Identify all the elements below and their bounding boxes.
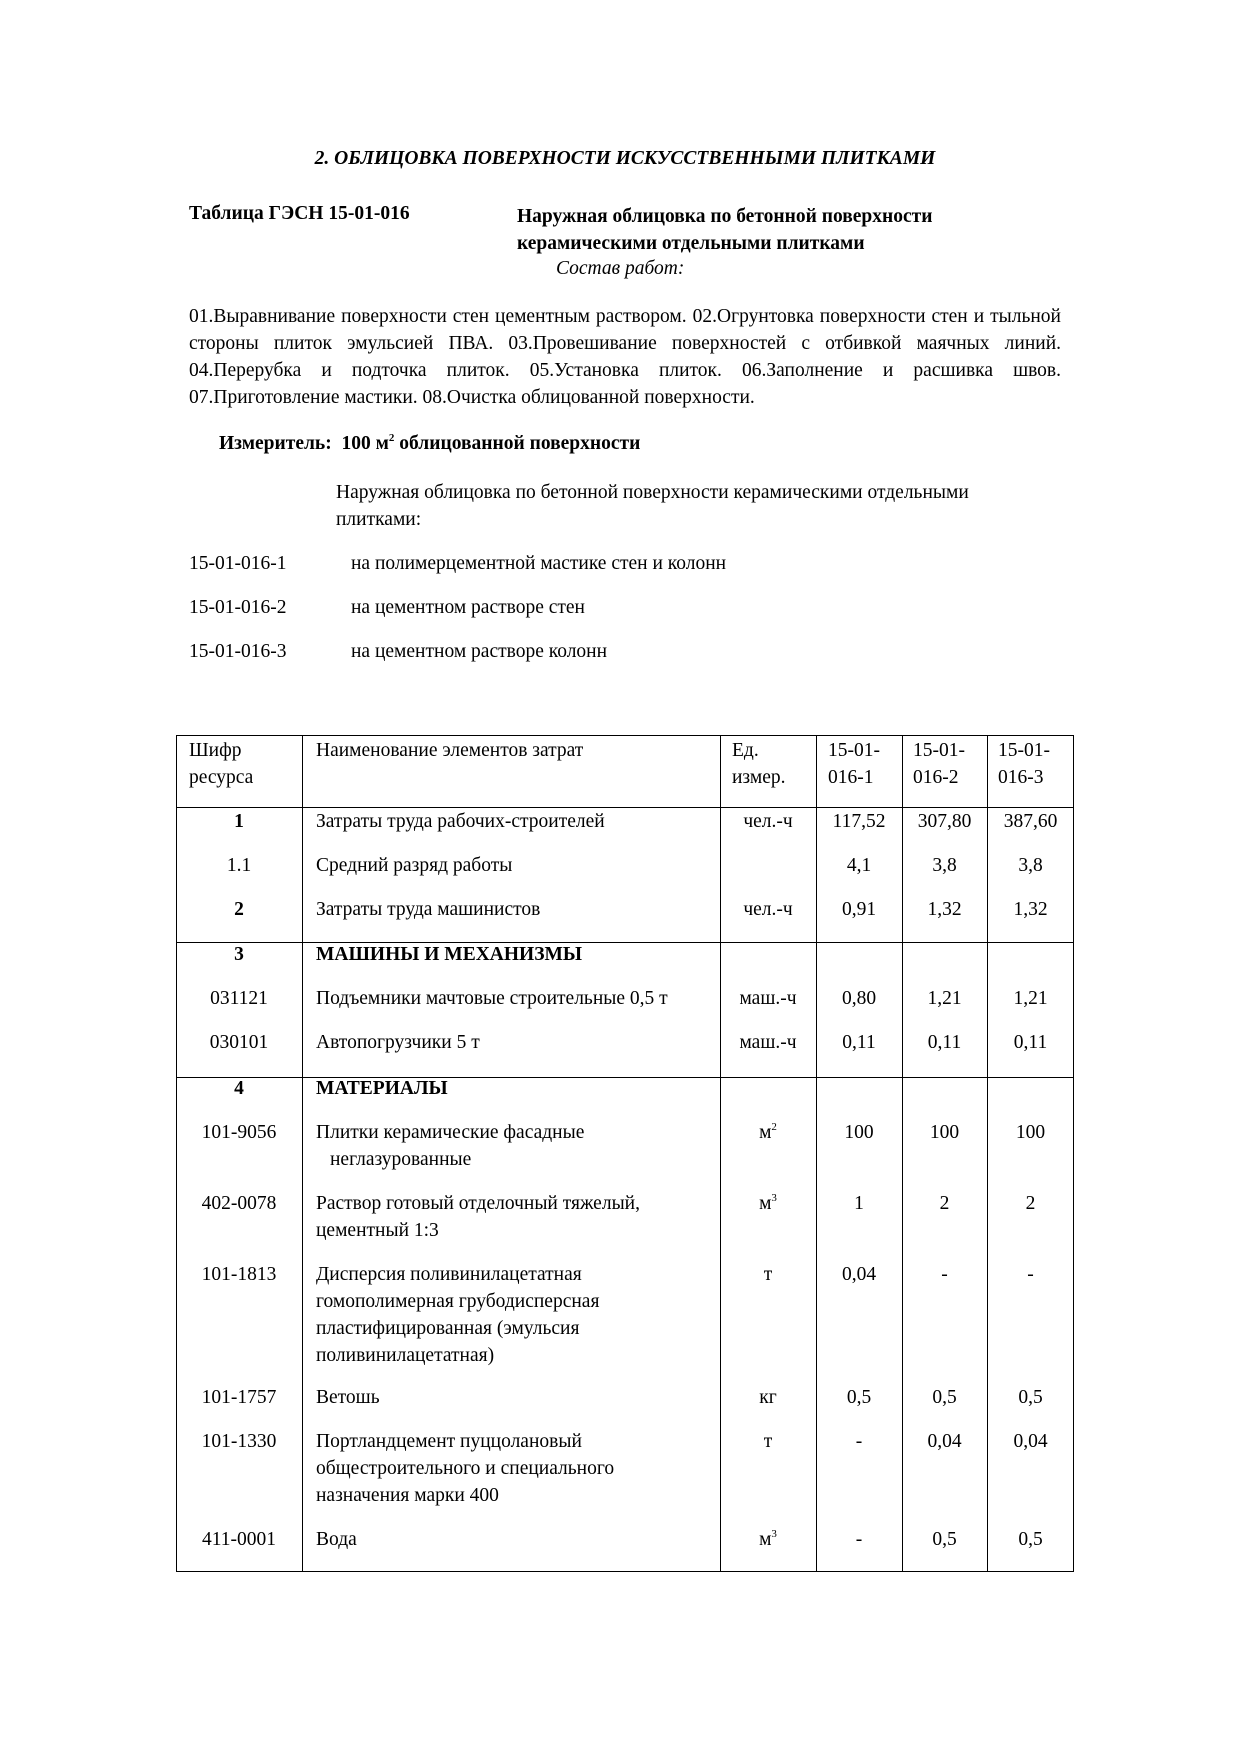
unit-text: м <box>759 1529 772 1550</box>
header-unit-line1: Ед. <box>732 740 759 761</box>
table-cell-code: 030101 <box>209 1032 269 1053</box>
table-cell-v2: - <box>941 1264 948 1285</box>
table-cell-v3: 0,5 <box>1018 1387 1043 1408</box>
table-cell-unit: кг <box>759 1387 777 1408</box>
unit-text: м <box>759 1193 772 1214</box>
table-cell-name: Вода <box>316 1529 357 1550</box>
table-cell-v3: 3,8 <box>1018 855 1043 876</box>
header-unit-line2: измер. <box>732 767 786 788</box>
table-cell-v2: 307,80 <box>917 811 972 832</box>
header-unit <box>732 737 785 791</box>
table-cell-code: 101-1757 <box>201 1387 277 1408</box>
table-cell-v1: 0,11 <box>842 1032 876 1053</box>
table-cell-name-line2: неглазурованные <box>330 1149 472 1170</box>
table-cell-v2: 3,8 <box>932 855 957 876</box>
header-v1 <box>828 737 880 791</box>
table-cell-unit <box>720 1190 816 1217</box>
header-code-line2: ресурса <box>189 767 254 788</box>
table-cell-code: 1.1 <box>226 855 252 876</box>
meter-value: 100 м <box>341 433 389 454</box>
item-code: 15-01-016-1 <box>189 553 287 574</box>
header-v3-line2: 016-3 <box>998 767 1044 788</box>
table-cell-unit: маш.-ч <box>739 1032 797 1053</box>
table-cell-name: Автопогрузчики 5 т <box>316 1032 480 1053</box>
works-text: 01.Выравнивание поверхности стен цементным раствором. 02.Огрунтовка поверхности стен и тыльной стороны плиток эмульсией ПВА. 03.Провешивание поверхностей с отбивкой маячных линий. 04.Перерубка и подточка плиток. 05.Установка плиток. 06.Заполнение и расшивка швов. 07.Приготовление мастики. 08.Очистка облицованной поверхности. <box>189 306 1061 408</box>
description: Наружная облицовка по бетонной поверхности керамическими отдельными плитками: <box>336 482 969 530</box>
unit-text: м <box>759 1122 772 1143</box>
table-cell-name: Средний разряд работы <box>316 855 513 876</box>
table-cell-v3: 1,21 <box>1013 988 1048 1009</box>
table-cell-code: 411-0001 <box>201 1529 277 1550</box>
table-cell-name: МАТЕРИАЛЫ <box>316 1078 448 1099</box>
header-v1-line2: 016-1 <box>828 767 874 788</box>
header-v2 <box>913 737 965 791</box>
table-cell-v3: 100 <box>1015 1122 1046 1143</box>
table-cell-v2: 100 <box>929 1122 960 1143</box>
item-text: на цементном растворе колонн <box>351 641 608 662</box>
table-cell-name: Подъемники мачтовые строительные 0,5 т <box>316 988 668 1009</box>
table-cell-v1: 100 <box>844 1122 874 1143</box>
table-cell-name-line1: Плитки керамические фасадные <box>316 1122 585 1143</box>
table-cell-v1: 0,80 <box>841 988 877 1009</box>
meter-rest: облицованной поверхности <box>394 433 641 454</box>
table-cell-v2: 0,11 <box>927 1032 962 1053</box>
item-code: 15-01-016-2 <box>189 597 287 618</box>
table-cell-unit: маш.-ч <box>739 988 797 1009</box>
header-name: Наименование элементов затрат <box>316 740 584 761</box>
table-cell-v3: 0,04 <box>1013 1431 1048 1452</box>
table-cell-code: 101-1330 <box>201 1431 277 1452</box>
table-cell-v1: 0,5 <box>846 1387 872 1408</box>
table-cell-v1: 117,52 <box>832 811 886 832</box>
table-cell-v2: 2 <box>939 1193 950 1214</box>
header-v2-line2: 016-2 <box>913 767 959 788</box>
header-v3 <box>998 737 1050 791</box>
header-v2-line1: 15-01- <box>913 740 965 761</box>
table-cell-name: Раствор готовый отделочный тяжелый, цементный 1:3 <box>316 1193 640 1241</box>
table-divider <box>302 735 303 1572</box>
table-cell-v1: - <box>855 1431 863 1452</box>
header-v1-line1: 15-01- <box>828 740 880 761</box>
unit-sup: 3 <box>771 1192 777 1204</box>
unit-sup: 2 <box>771 1121 777 1133</box>
meter-label: Измеритель: <box>219 433 332 454</box>
table-cell-v2: 0,5 <box>932 1387 957 1408</box>
table-cell-name: Портландцемент пуццолановый общестроительного и специального назначения марки 400 <box>316 1431 615 1506</box>
table-cell-v1: 0,91 <box>841 899 877 920</box>
table-cell-v3: 387,60 <box>1003 811 1058 832</box>
table-code: Таблица ГЭСН 15-01-016 <box>189 203 410 224</box>
table-cell-v3: 0,11 <box>1013 1032 1048 1053</box>
table-cell-unit <box>720 1526 816 1553</box>
table-cell-unit <box>720 1119 816 1146</box>
table-cell-code: 101-9056 <box>201 1122 277 1143</box>
table-cell-v2: 0,5 <box>932 1529 957 1550</box>
table-cell-v2: 0,04 <box>927 1431 962 1452</box>
table-cell-v1: 1 <box>854 1193 864 1214</box>
table-cell-v3: 2 <box>1025 1193 1036 1214</box>
item-text: на полимерцементной мастике стен и колонн <box>351 553 727 574</box>
table-cell-v3: 1,32 <box>1013 899 1048 920</box>
table-cell-code: 101-1813 <box>201 1264 277 1285</box>
item-code: 15-01-016-3 <box>189 641 287 662</box>
meter <box>219 432 640 455</box>
table-cell-code: 402-0078 <box>201 1193 277 1214</box>
header-v3-line1: 15-01- <box>998 740 1050 761</box>
table-cell-v1: 4,1 <box>846 855 872 876</box>
table-cell-code: 4 <box>234 1078 244 1099</box>
table-cell-unit: т <box>763 1431 773 1452</box>
table-cell-unit: т <box>763 1264 773 1285</box>
table-cell-code: 1 <box>234 811 244 832</box>
table-cell-v3: 0,5 <box>1018 1529 1043 1550</box>
unit-sup: 3 <box>771 1528 777 1540</box>
table-title <box>517 203 932 257</box>
header-code <box>189 737 253 791</box>
table-cell-v2: 1,32 <box>927 899 962 920</box>
table-cell-v3: - <box>1027 1264 1034 1285</box>
item-text: на цементном растворе стен <box>351 597 585 618</box>
table-cell-name: Затраты труда машинистов <box>316 899 541 920</box>
table-cell-unit: чел.-ч <box>743 811 793 832</box>
table-cell-v1: 0,04 <box>841 1264 877 1285</box>
table-cell-name: Затраты труда рабочих-строителей <box>316 811 605 832</box>
table-cell-unit: чел.-ч <box>743 899 793 920</box>
table-cell-code: 3 <box>234 944 244 965</box>
table-cell-v2: 1,21 <box>927 988 962 1009</box>
table-cell-name <box>316 1119 716 1173</box>
table-cell-code: 2 <box>234 899 244 920</box>
table-cell-code: 031121 <box>210 988 268 1009</box>
work-heading: Состав работ: <box>556 258 685 279</box>
header-code-line1: Шифр <box>189 740 242 761</box>
table-cell-name: МАШИНЫ И МЕХАНИЗМЫ <box>316 944 583 965</box>
table-title-line2: керамическими отдельными плитками <box>517 233 865 254</box>
table-cell-name: Ветошь <box>316 1387 380 1408</box>
section-title: 2. ОБЛИЦОВКА ПОВЕРХНОСТИ ИСКУССТВЕННЫМИ ПЛИТКАМИ <box>314 148 936 169</box>
table-title-line1: Наружная облицовка по бетонной поверхности <box>517 206 933 227</box>
table-cell-name: Дисперсия поливинилацетатная гомополимерная грубодисперсная пластифицированная (эмульсия поливинилацетатная) <box>316 1264 600 1366</box>
table-cell-v1: - <box>855 1529 863 1550</box>
meter-sup: 2 <box>388 432 395 444</box>
